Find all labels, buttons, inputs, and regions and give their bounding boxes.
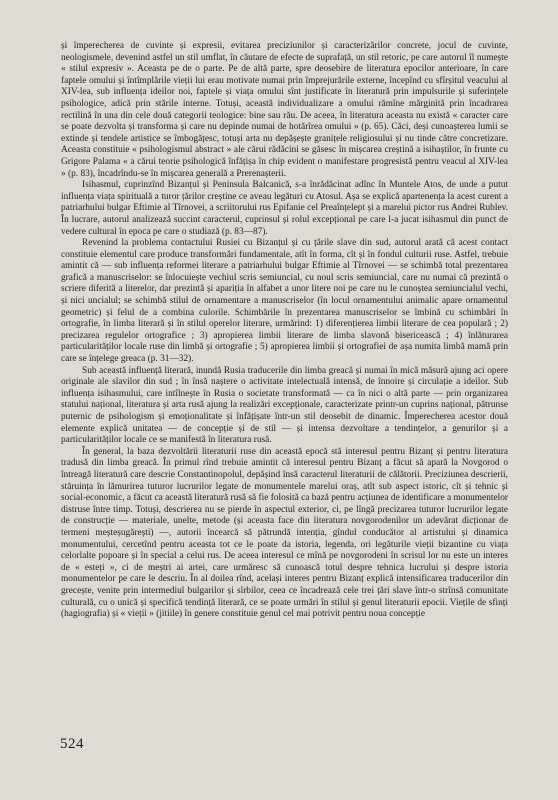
page-number: 524 <box>60 736 84 752</box>
paragraph-4: Sub această influență literară, inundă Rusia traducerile din limba greacă și numai în mică măsură ajung aci opere originale ale slavilor din sud ; în însă naștere o activitate intelectuală intensă, de înnoire și circulație a ideilor. Sub influența isihasmului, care intîlnește în Rusia o societate transformată — ca în nici o altă parte — prin organizarea statului național, literatura și arta rusă ajung la realizări excepționale, caracterizate printr-un cuprins național, pătrunse puternic de psihologism și emoționalitate și înfățișate într-un stil deosebit de dinamic. Împerecherea acestor două elemente explică unitatea — de concepție și de stil — și intensa dezvoltare a tendințelor, a genurilor și a particularităților locale ce se manifestă în literatura rusă. <box>61 365 508 446</box>
paragraph-1: și împerecherea de cuvinte și expresii, evitarea preciziunilor și caracterizărilor concrete, jocul de cuvinte, neologismele, devenind astfel un stil umflat, în căutare de efecte de suprafață, un stil retoric, pe care autorul îl numește « stilul expresiv ». Aceasta pe de o parte. Pe de altă parte, spre deosebire de literatura epocilor anterioare, în care faptele omului și întîmplările vieții lui erau motivate numai prin împrejurările externe, începînd cu sfîrșitul veacului al XIV-lea, sub influența ideilor noi, faptele și viața omului sînt justificate în literatură prin impulsurile și suferințele psihologice, adică prin stările interne. Totuși, această individualizare a omului rămîne mărginită prin încadrarea rectilină în una din cele două categorii teologice: bine sau rău. De aceea, în literatura aceasta nu există « caracter care se poate dezvolta și transforma și care nu depinde numai de hotărîrea omului » (p. 65). Căci, deși cunoașterea lumii se extinde și tendele artistice se îmbogățesc, totuși arta nu depășește granițele religiosului și nu tinde către concretizare. Aceasta constituie « psihologismul abstract » ale cărui rădăcini se găsesc în mișcarea creștină a isihaștilor, în frunte cu Grigore Palama « a cărui teorie psihologică înfățișa în chip evident o manifestare progresistă pentru veacul al XIV-lea » (p. 83), încadrîndu-se în mișcarea generală a Prerenașterii. <box>61 41 508 179</box>
paragraph-5: În general, la baza dezvoltării literaturii ruse din această epocă stă interesul pentru Bizanț și pentru literatura tradusă din limba greacă. În primul rînd trebuie amintit că interesul pentru Bizanț a făcut să apară la Novgorod o întreagă literatură care descrie Constantinopolul, depășind însă caracterul literaturii de călătorii. Preciziunea descrierii, stăruința în lămurirea tuturor lucrurilor legate de monumentele marelui oraș, atît sub aspect istoric, cît și tehnic și social-economic, a făcut ca această literatură rusă să fie folosită ca bază pentru acțiunea de identificare a monumentelor distruse între timp. Totuși, descrierea nu se pierde în aspectul exterior, ci, pe lîngă precizarea tuturor lucrurilor legate de construcție — materiale, unelte, metode (și aceasta face din literatura novgorodenilor un adevărat dicționar de termeni meșteșugărești) —, autorii încearcă să pătrundă intenția, gîndul conducător al artistului și dinamica monumentului, cercetînd pentru aceasta tot ce le poate da istoria, legenda, ori legăturile vieții bizantine cu viața celorlalte popoare și în special a celui rus. De aceea interesul ce mînă pe novgorodeni în scrisul lor nu este un interes de « esteți », ci de meștri ai artei, care urmăresc să cunoască totul despre tehnica lucrului și despre istoria monumentelor pe care le descriu. În al doilea rînd, același interes pentru Bizanț explică intensificarea traducerilor din grecește, venite prin intermediul bulgarilor și sîrbilor, ceea ce încadrează cele trei țări slave într-o strînsă comunitate culturală, cu o unică și specifică tendință literară, ce se poate urmări în stilul și genul literaturii epocii. Viețile de sfinți (hagiografia) și « vieții » (jitiile) în genere constituie genul cel mai potrivit pentru noua concepție <box>61 446 508 620</box>
paragraph-2: Isihasmul, cuprinzînd Bizanțul și Peninsula Balcanică, s-a înrădăcinat adînc în Muntele Atos, de unde a putut influența viața spirituală a turor țărilor creștine ce aveau legături cu Atosul. Așa se explică apartenența la acest curent a patriarhului bulgar Eftimie al Tîrnovei, a scriitorului rus Epifanie cel Preaînțelept și a marelui pictor rus Andrei Rublev. În lucrare, autorul analizează succint caracterul, cuprinsul și rolul excepțional pe care l-a jucat isihasmul din punct de vedere cultural în epoca pe care o studiază (p. 83—87). <box>61 180 508 237</box>
body-text <box>61 41 508 621</box>
paragraph-3: Revenind la problema contactului Rusiei cu Bizanțul și cu țările slave din sud, autorul arată că acest contact constituie elementul care produce transformări fundamentale, atît în forma, cît și în fondul culturii ruse. Astfel, trebuie amintit că — sub influența reformei literare a patriarhului bulgar Eftimie al Tîrnovei — se schimbă total prezentarea grafică a manuscriselor: se înlocuiește vechiul scris semiuncial, cu noul scris semiuncial, care nu numai că prezintă o scriere diferită a literelor, dar prezintă și apariția în alfabet a unor litere noi pe care nu le cunoștea semiuncialul vechi, și nici uncialul; se schimbă stilul de ornamentare a manuscriselor (în locul ornamentului animalic apare ornamentul geometric) și felul de a combina culorile. Schimbările în prezentarea manuscriselor se îmbină cu schimbări în ortografie, în limba literară și în stilul operelor literare, urmărind: 1) diferențierea limbii literare de cea populară ; 2) precizarea regulelor ortografice ; 3) apropierea limbii literare de limba slavonă bisericească ; 4) înlăturarea particularităților locale ruse din limbă și ortografie ; 5) apropierea limbii și ortografiei de așa numita limbă mamă prin care se înțelege greaca (p. 31—32). <box>61 238 508 365</box>
